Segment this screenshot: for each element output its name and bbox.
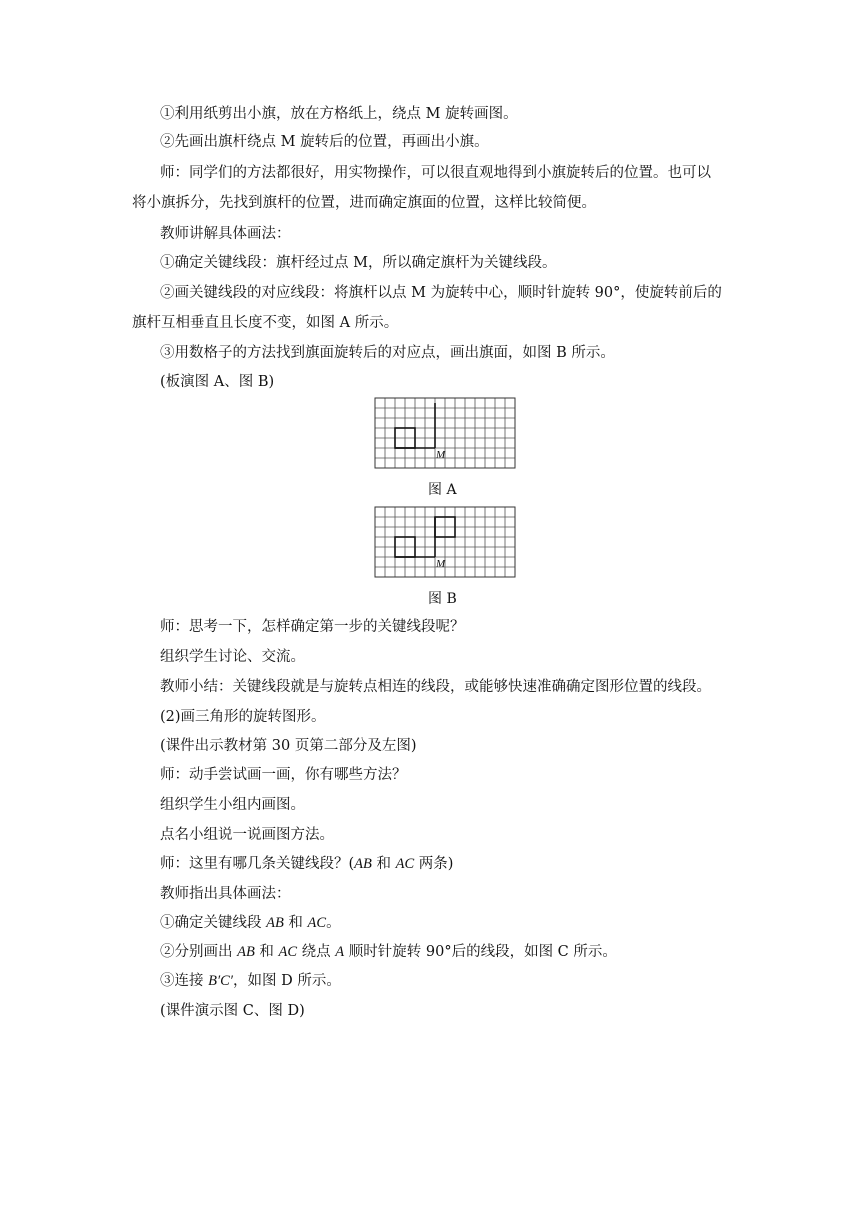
text-run: 绕点 xyxy=(297,944,336,960)
text-run: 。 xyxy=(326,915,341,931)
segment-label: AC xyxy=(395,856,415,872)
text-run: ，如图 D 所示。 xyxy=(232,973,341,989)
text-line: 旗杆互相垂直且长度不变，如图 A 所示。 xyxy=(132,315,399,331)
text-line: 将小旗拆分，先找到旗杆的位置，进而确定旗面的位置，这样比较简便。 xyxy=(132,195,596,211)
text-run: ②分别画出 xyxy=(160,944,238,960)
segment-label: AB xyxy=(237,944,255,960)
text-run: 和 xyxy=(283,915,308,931)
text-line xyxy=(160,913,341,933)
grid-figure-a xyxy=(374,397,518,471)
text-line: (板演图 A、图 B) xyxy=(160,374,275,390)
text-run: 和 xyxy=(254,944,279,960)
text-line xyxy=(160,942,617,962)
text-line: ③用数格子的方法找到旗面旋转后的对应点，画出旗面，如图 B 所示。 xyxy=(160,345,615,361)
text-line: 教师小结：关键线段就是与旋转点相连的线段，或能够快速准确确定图形位置的线段。 xyxy=(160,679,711,695)
point-label: A xyxy=(335,944,345,960)
text-run: 师：这里有哪几条关键线段？( xyxy=(160,856,355,872)
text-line: ②画关键线段的对应线段：将旗杆以点 M 为旋转中心，顺时针旋转 90°，使旋转前后的 xyxy=(160,285,722,301)
text-line: 教师指出具体画法： xyxy=(160,886,291,902)
segment-label: AC xyxy=(307,915,327,931)
text-line xyxy=(160,971,341,991)
figure-caption: 图 A xyxy=(428,482,457,498)
text-line: 师：思考一下，怎样确定第一步的关键线段呢？ xyxy=(160,619,465,635)
figure-caption: 图 B xyxy=(428,591,457,607)
text-line: (2)画三角形的旋转图形。 xyxy=(160,709,326,725)
text-run: 和 xyxy=(371,856,396,872)
text-run: 顺时针旋转 90°后的线段，如图 C 所示。 xyxy=(344,944,617,960)
segment-label: AC xyxy=(278,944,298,960)
grid-figure-b xyxy=(374,506,518,580)
text-line: 组织学生小组内画图。 xyxy=(160,797,305,813)
text-run: ③连接 xyxy=(160,973,209,989)
text-line: ①确定关键线段：旗杆经过点 M，所以确定旗杆为关键线段。 xyxy=(160,255,557,271)
text-line: 组织学生讨论、交流。 xyxy=(160,649,305,665)
text-line: 师：同学们的方法都很好，用实物操作，可以很直观地得到小旗旋转后的位置。也可以 xyxy=(160,165,711,181)
text-line: 点名小组说一说画图方法。 xyxy=(160,827,334,843)
segment-label: B′C′ xyxy=(208,973,233,989)
text-line: ①利用纸剪出小旗，放在方格纸上，绕点 M 旋转画图。 xyxy=(160,106,518,122)
segment-label: AB xyxy=(354,856,372,872)
segment-label: AB xyxy=(266,915,284,931)
text-run: 两条) xyxy=(414,856,454,872)
text-line: 师：动手尝试画一画，你有哪些方法？ xyxy=(160,767,407,783)
point-label: M xyxy=(436,558,446,570)
point-label: M xyxy=(436,449,446,461)
text-line: 教师讲解具体画法： xyxy=(160,226,291,242)
text-line xyxy=(160,854,453,874)
text-line: (课件出示教材第 30 页第二部分及左图) xyxy=(160,738,417,754)
text-run: ①确定关键线段 xyxy=(160,915,267,931)
text-line: ②先画出旗杆绕点 M 旋转后的位置，再画出小旗。 xyxy=(160,134,489,150)
text-line: (课件演示图 C、图 D) xyxy=(160,1003,305,1019)
